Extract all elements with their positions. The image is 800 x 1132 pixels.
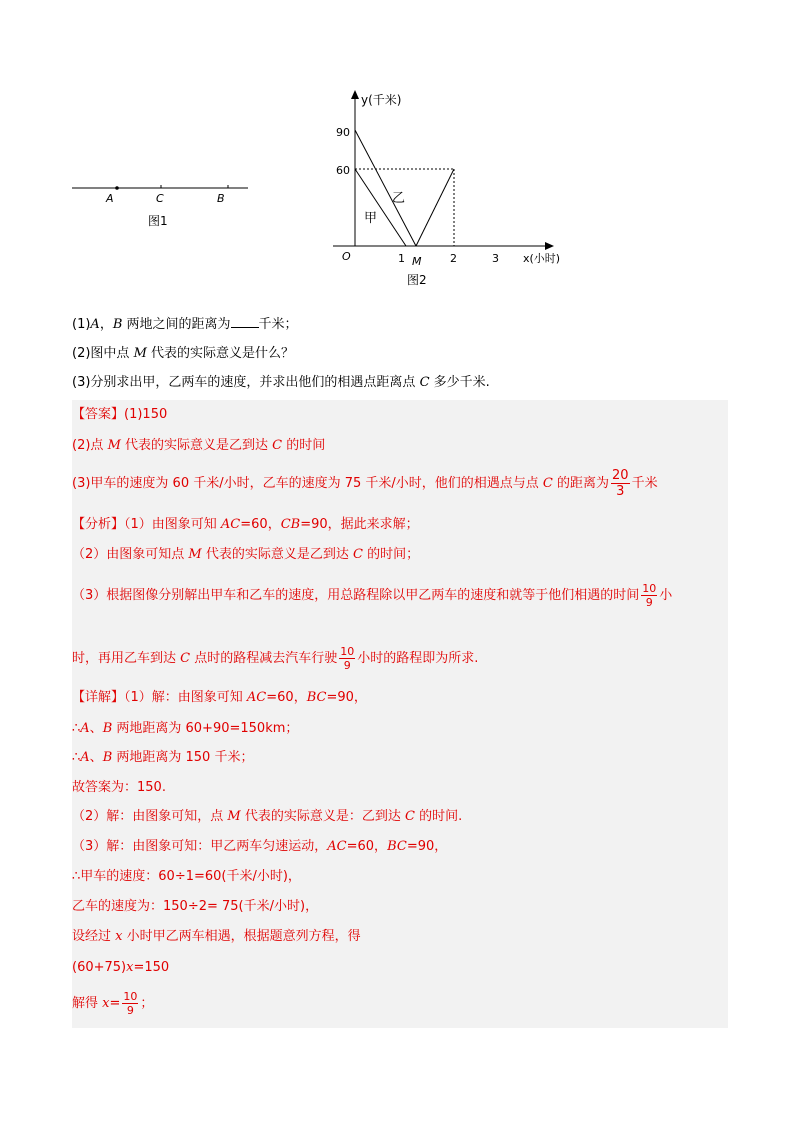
detail-11-fraction	[122, 990, 138, 1017]
detail-line-4	[72, 778, 166, 798]
question-3	[72, 373, 490, 393]
detail-line-2	[72, 719, 298, 739]
q1-sep: ，	[99, 317, 113, 332]
answer-3-pre: (3)甲车的速度为 60 千米/小时，乙车的速度为 75 千米/小时，他们的相遇点与点	[72, 476, 543, 491]
point-c-label: C	[156, 192, 164, 205]
answer-3-post: 千米	[631, 476, 658, 491]
detail-11-post: ；	[140, 996, 154, 1011]
detail-3-b: B	[102, 750, 113, 765]
fraction-denominator: 9	[645, 596, 653, 609]
detail-line-7	[72, 867, 301, 887]
detail-6-bc: BC	[387, 839, 407, 854]
figure-2-caption: 图2	[407, 273, 427, 287]
q1-point-a: A	[90, 317, 100, 332]
y-axis-arrow-icon	[351, 90, 359, 99]
detail-5-c: C	[404, 809, 415, 824]
analysis-3-post: 小	[659, 588, 673, 603]
question-1	[72, 315, 298, 335]
detail-line-3	[72, 748, 253, 768]
origin-label: O	[342, 250, 351, 263]
y-tick-60: 60	[336, 164, 350, 177]
detail-5-post: 的时间.	[414, 809, 463, 824]
detail-1-pre: （1）解：由图象可知	[124, 690, 247, 705]
detail-6-ac: AC	[327, 839, 347, 854]
detail-10-x: x	[126, 960, 134, 975]
point-a-dot	[115, 186, 119, 190]
answer-3-fraction	[611, 468, 630, 499]
analysis-2-c: C	[352, 547, 363, 562]
question-2	[72, 344, 294, 364]
analysis-2-m: M	[188, 547, 202, 562]
detail-9-post: 小时甲乙两车相遇，根据题意列方程，得	[122, 929, 361, 944]
detail-line-6	[72, 837, 447, 857]
fraction-numerator: 20	[612, 468, 629, 483]
analysis-line-2	[72, 545, 419, 565]
answer-tag: 【答案】	[72, 407, 125, 422]
detail-6-pre: （3）解：由图象可知：甲乙两车匀速运动，	[72, 839, 328, 854]
analysis-1-ac: AC	[220, 517, 241, 532]
detail-11-x: x	[102, 996, 110, 1011]
detail-2-post: 两地距离为 60+90=150km；	[112, 721, 299, 736]
point-a-label: A	[106, 192, 114, 205]
detail-8-text: 乙车的速度为：150÷2= 75(千米/小时)，	[72, 899, 319, 914]
detail-line-5	[72, 807, 462, 827]
analysis-line-3	[72, 582, 672, 609]
y-axis-label: y(千米)	[361, 93, 402, 107]
detail-6-post: =90，	[406, 839, 448, 854]
fraction-denominator: 9	[343, 659, 351, 672]
q1-number: (1)	[72, 317, 91, 332]
answer-line-3	[72, 468, 658, 499]
analysis-3-fraction	[641, 582, 657, 609]
analysis-line-4	[72, 645, 478, 672]
analysis-3-text: （3）根据图像分别解出甲车和乙车的速度，用总路程除以甲乙两车的速度和就等于他们相遇的时间	[72, 588, 640, 603]
analysis-2-post: 的时间；	[362, 547, 420, 562]
point-m-label: M	[412, 255, 422, 268]
figure-2-graph	[325, 88, 575, 293]
detail-5-m: M	[227, 809, 241, 824]
x-axis-label: x(小时)	[523, 252, 561, 265]
q1-unit: 千米；	[258, 317, 298, 332]
fraction-numerator: 10	[340, 645, 355, 658]
q3-point-c: C	[419, 375, 430, 390]
fraction-numerator: 10	[123, 990, 138, 1003]
detail-3-a: A	[80, 750, 90, 765]
q2-point-m: M	[133, 346, 147, 361]
q2-text-post: 代表的实际意义是什么？	[146, 346, 295, 361]
detail-9-pre: 设经过	[72, 929, 116, 944]
line-yi-down	[355, 130, 416, 246]
detail-line-10	[72, 958, 169, 978]
detail-6-eq: =60，	[346, 839, 388, 854]
analysis-4-c: C	[180, 651, 191, 666]
detail-3-sep: 、	[89, 750, 103, 765]
detail-11-eq: =	[109, 996, 121, 1011]
q1-point-b: B	[112, 317, 123, 332]
answer-line-1	[72, 405, 167, 425]
analysis-4-fraction	[339, 645, 355, 672]
analysis-4-pre: 时，再用乙车到达	[72, 651, 181, 666]
detail-4-text: 故答案为：150.	[72, 780, 166, 795]
answer-3-c: C	[542, 476, 553, 491]
y-tick-90: 90	[336, 126, 350, 139]
detail-line-9	[72, 927, 361, 947]
q1-answer-blank	[231, 315, 259, 328]
answer-1: (1)150	[124, 407, 168, 422]
x-axis-arrow-icon	[545, 242, 554, 250]
point-b-label: B	[217, 192, 225, 205]
q2-text-pre: (2)图中点	[72, 346, 134, 361]
analysis-1-pre: （1）由图象可知	[124, 517, 221, 532]
analysis-tag: 【分析】	[72, 517, 125, 532]
figure-1-caption: 图1	[148, 214, 168, 228]
line-jia	[355, 169, 406, 246]
fraction-denominator: 3	[616, 484, 625, 499]
analysis-line-0	[72, 515, 419, 535]
detail-10-post: =150	[133, 960, 170, 975]
detail-5-mid: 代表的实际意义是：乙到达	[240, 809, 405, 824]
detail-2-b: B	[102, 721, 113, 736]
detail-5-pre: （2）解：由图象可知，点	[72, 809, 228, 824]
fraction-denominator: 9	[126, 1004, 134, 1017]
label-yi: 乙	[392, 191, 406, 206]
line-yi-up	[416, 169, 454, 246]
answer-2-c: C	[272, 438, 283, 453]
analysis-1-post: =90，据此来求解；	[300, 517, 419, 532]
analysis-1-eq: =60，	[240, 517, 281, 532]
label-jia: 甲	[364, 211, 378, 226]
x-tick-1: 1	[398, 252, 405, 265]
answer-2-mid: 代表的实际意义是乙到达	[120, 438, 273, 453]
detail-1-bc: BC	[306, 690, 327, 705]
analysis-2-pre: （2）由图象可知点	[72, 547, 189, 562]
detail-1-post: =90，	[326, 690, 367, 705]
answer-2-pre: (2)点	[72, 438, 108, 453]
detail-line-11	[72, 990, 153, 1017]
detail-line-8	[72, 897, 318, 917]
detail-11-pre: 解得	[72, 996, 103, 1011]
answer-2-m: M	[107, 438, 121, 453]
detail-2-sep: 、	[89, 721, 103, 736]
q3-text-post: 多少千米.	[429, 375, 490, 390]
detail-1-ac: AC	[246, 690, 267, 705]
detail-3-post: 两地距离为 150 千米；	[112, 750, 254, 765]
detail-2-a: A	[80, 721, 90, 736]
q3-text-pre: (3)分别求出甲，乙两车的速度，并求出他们的相遇点距离点	[72, 375, 420, 390]
detail-7-text: ∴甲车的速度：60÷1=60(千米/小时)，	[72, 869, 301, 884]
analysis-2-mid: 代表的实际意义是乙到达	[201, 547, 353, 562]
detail-9-x: x	[115, 929, 123, 944]
figure-1	[66, 178, 256, 238]
answer-2-post: 的时间	[282, 438, 326, 453]
detail-1-eq: =60，	[266, 690, 307, 705]
analysis-4-post: 小时的路程即为所求.	[357, 651, 479, 666]
detail-2-therefore: ∴	[72, 721, 81, 736]
detail-line-1	[72, 688, 367, 708]
detail-tag: 【详解】	[72, 690, 125, 705]
detail-10-pre: (60+75)	[72, 960, 127, 975]
answer-3-mid: 的距离为	[552, 476, 610, 491]
detail-3-therefore: ∴	[72, 750, 81, 765]
answer-line-2	[72, 436, 325, 456]
x-tick-3: 3	[492, 252, 499, 265]
analysis-4-mid: 点时的路程减去汽车行驶	[190, 651, 338, 666]
x-tick-2: 2	[450, 252, 457, 265]
q1-text: 两地之间的距离为	[122, 317, 231, 332]
fraction-numerator: 10	[642, 582, 657, 595]
analysis-1-cb: CB	[280, 517, 301, 532]
